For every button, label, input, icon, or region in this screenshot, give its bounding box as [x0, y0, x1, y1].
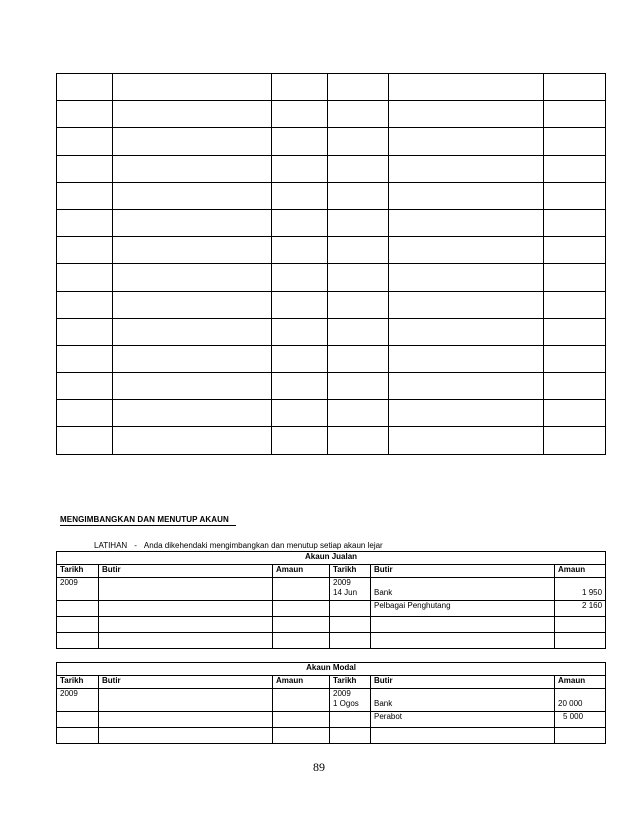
grid-cell — [272, 400, 328, 427]
grid-row — [57, 128, 606, 155]
grid-cell — [389, 264, 544, 291]
debit-amaun — [273, 689, 330, 712]
entry-butir: Perabot — [371, 712, 555, 728]
grid-cell — [272, 155, 328, 182]
grid-cell — [113, 318, 272, 345]
grid-cell — [272, 345, 328, 372]
grid-cell — [389, 345, 544, 372]
entry-butir: Bank — [374, 588, 393, 597]
credit-amaun — [555, 689, 606, 712]
grid-cell — [113, 264, 272, 291]
grid-cell — [544, 237, 606, 264]
col-butir: Butir — [99, 565, 273, 578]
grid-cell — [328, 400, 389, 427]
grid-cell — [57, 182, 113, 209]
entry-amaun: 20 000 — [558, 699, 583, 708]
grid-cell — [328, 128, 389, 155]
grid-cell — [113, 182, 272, 209]
grid-cell — [544, 74, 606, 101]
credit-date — [330, 578, 371, 601]
grid-cell — [272, 209, 328, 236]
grid-cell — [57, 209, 113, 236]
grid-cell — [544, 345, 606, 372]
grid-cell — [272, 318, 328, 345]
col-butir: Butir — [99, 676, 273, 689]
credit-day: 1 Ogos — [333, 699, 359, 708]
grid-row — [57, 400, 606, 427]
grid-cell — [57, 101, 113, 128]
grid-cell — [544, 101, 606, 128]
credit-amaun — [555, 578, 606, 601]
credit-butir — [371, 689, 555, 712]
grid-cell — [57, 264, 113, 291]
grid-cell — [113, 209, 272, 236]
grid-cell — [544, 128, 606, 155]
exercise-text: Anda dikehendaki mengimbangkan dan menutup setiap akaun lejar — [143, 541, 383, 550]
grid-cell — [272, 427, 328, 454]
entry-amaun: 1 950 — [582, 588, 603, 597]
col-amaun: Amaun — [273, 565, 330, 578]
grid-cell — [328, 74, 389, 101]
col-tarikh: Tarikh — [57, 565, 99, 578]
grid-cell — [113, 237, 272, 264]
grid-cell — [57, 128, 113, 155]
grid-row — [57, 237, 606, 264]
credit-year: 2009 — [333, 689, 351, 698]
debit-butir — [99, 689, 273, 712]
grid-cell — [113, 155, 272, 182]
grid-cell — [389, 427, 544, 454]
grid-cell — [328, 345, 389, 372]
grid-cell — [57, 291, 113, 318]
ledger-akaun-jualan — [56, 551, 606, 649]
grid-cell — [544, 155, 606, 182]
grid-cell — [113, 373, 272, 400]
col-tarikh: Tarikh — [57, 676, 99, 689]
grid-cell — [272, 237, 328, 264]
grid-row — [57, 264, 606, 291]
grid-cell — [544, 291, 606, 318]
grid-row — [57, 427, 606, 454]
grid-cell — [389, 400, 544, 427]
exercise-dash: - — [134, 541, 137, 550]
entry-butir: Pelbagai Penghutang — [371, 601, 555, 617]
grid-cell — [328, 264, 389, 291]
grid-row — [57, 155, 606, 182]
section-heading: MENGIMBANGKAN DAN MENUTUP AKAUN — [60, 515, 229, 524]
grid-cell — [389, 128, 544, 155]
col-amaun: Amaun — [555, 565, 606, 578]
grid-cell — [57, 318, 113, 345]
debit-butir — [99, 578, 273, 601]
grid-cell — [389, 237, 544, 264]
grid-row — [57, 209, 606, 236]
grid-cell — [328, 318, 389, 345]
grid-cell — [389, 209, 544, 236]
grid-cell — [389, 182, 544, 209]
grid-cell — [544, 427, 606, 454]
grid-row — [57, 345, 606, 372]
credit-date — [330, 689, 371, 712]
grid-cell — [328, 291, 389, 318]
ledger-akaun-modal — [56, 662, 606, 744]
ledger-title: Akaun Modal — [57, 663, 606, 676]
grid-row — [57, 182, 606, 209]
grid-cell — [389, 318, 544, 345]
grid-cell — [544, 400, 606, 427]
grid-cell — [57, 400, 113, 427]
grid-cell — [389, 101, 544, 128]
grid-row — [57, 74, 606, 101]
grid-cell — [544, 373, 606, 400]
grid-cell — [544, 264, 606, 291]
grid-cell — [113, 74, 272, 101]
credit-butir — [371, 578, 555, 601]
grid-cell — [328, 155, 389, 182]
grid-cell — [389, 373, 544, 400]
grid-cell — [113, 345, 272, 372]
grid-cell — [544, 182, 606, 209]
grid-cell — [113, 101, 272, 128]
debit-year: 2009 — [57, 689, 99, 712]
credit-year: 2009 — [333, 578, 351, 587]
grid-row — [57, 101, 606, 128]
grid-cell — [328, 427, 389, 454]
grid-row — [57, 373, 606, 400]
grid-cell — [57, 155, 113, 182]
credit-day: 14 Jun — [333, 588, 358, 597]
grid-row — [57, 291, 606, 318]
grid-cell — [544, 318, 606, 345]
grid-cell — [328, 209, 389, 236]
col-butir: Butir — [371, 565, 555, 578]
grid-cell — [272, 264, 328, 291]
grid-cell — [544, 209, 606, 236]
col-tarikh: Tarikh — [330, 676, 371, 689]
grid-cell — [57, 345, 113, 372]
grid-cell — [57, 373, 113, 400]
ledger-title: Akaun Jualan — [57, 552, 606, 565]
grid-cell — [272, 182, 328, 209]
grid-cell — [389, 155, 544, 182]
grid-cell — [328, 237, 389, 264]
col-amaun: Amaun — [273, 676, 330, 689]
grid-cell — [272, 291, 328, 318]
grid-cell — [57, 237, 113, 264]
col-amaun: Amaun — [555, 676, 606, 689]
grid-cell — [272, 128, 328, 155]
grid-cell — [272, 373, 328, 400]
grid-cell — [272, 74, 328, 101]
entry-butir: Bank — [374, 699, 393, 708]
grid-cell — [328, 182, 389, 209]
grid-cell — [113, 128, 272, 155]
grid-row — [57, 318, 606, 345]
grid-cell — [272, 101, 328, 128]
exercise-instruction — [94, 541, 383, 550]
heading-underline — [60, 525, 236, 526]
grid-cell — [113, 427, 272, 454]
exercise-label: LATIHAN — [94, 541, 128, 550]
grid-cell — [57, 427, 113, 454]
entry-amaun: 5 000 — [555, 712, 606, 728]
page-number: 89 — [313, 760, 325, 774]
grid-cell — [57, 74, 113, 101]
grid-cell — [389, 291, 544, 318]
grid-cell — [113, 400, 272, 427]
col-butir: Butir — [371, 676, 555, 689]
entry-amaun: 2 160 — [555, 601, 606, 617]
col-tarikh: Tarikh — [330, 565, 371, 578]
empty-ledger-grid — [56, 73, 606, 455]
grid-cell — [389, 74, 544, 101]
grid-cell — [113, 291, 272, 318]
grid-cell — [328, 101, 389, 128]
grid-cell — [328, 373, 389, 400]
debit-year: 2009 — [57, 578, 99, 601]
debit-amaun — [273, 578, 330, 601]
